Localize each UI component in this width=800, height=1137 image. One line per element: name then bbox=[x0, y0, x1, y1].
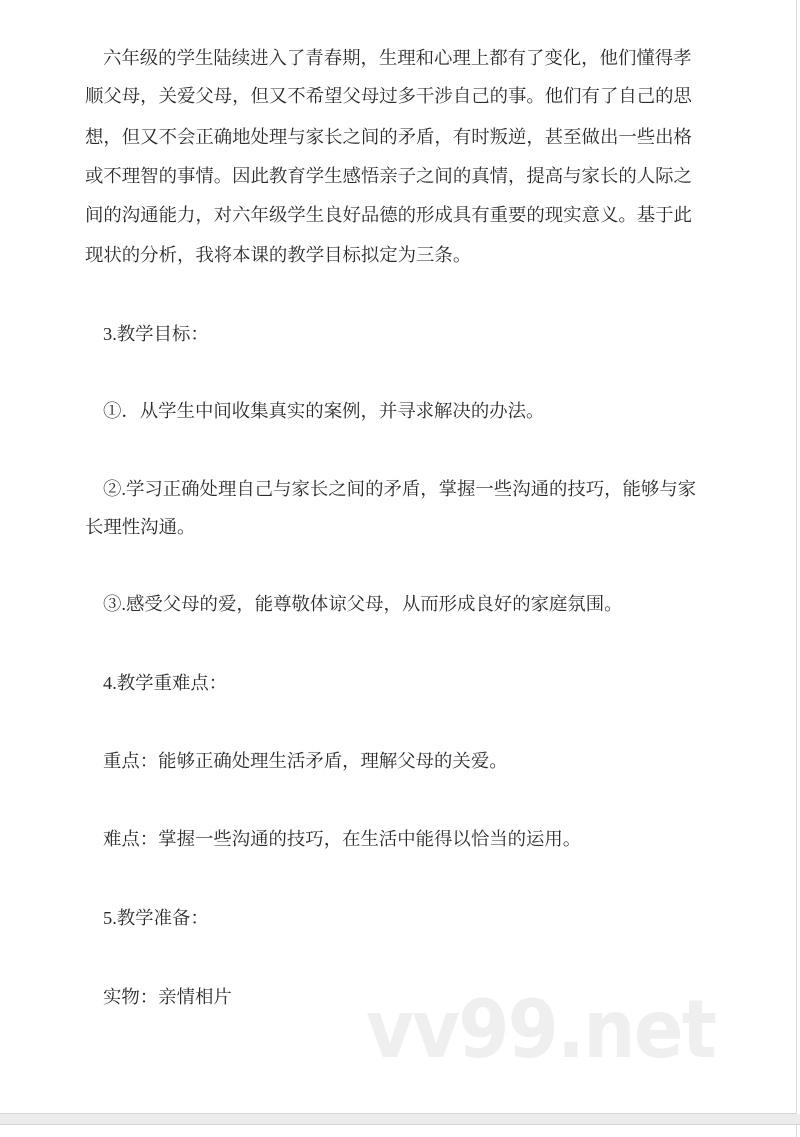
intro-line-5: 间的沟通能力，对六年级学生良好品德的形成具有重要的现实意义。基于此 bbox=[85, 205, 692, 225]
section-heading-teaching-preparation: 5.教学准备： bbox=[103, 908, 209, 928]
goal-item-1: ①．从学生中间收集真实的案例，并寻求解决的办法。 bbox=[103, 401, 545, 421]
page-break-gap bbox=[0, 1114, 800, 1125]
watermark: vv99.net bbox=[366, 983, 716, 1076]
goal-item-2-line-2: 长理性沟通。 bbox=[85, 517, 196, 537]
difficult-point: 难点：掌握一些沟通的技巧，在生活中能得以恰当的运用。 bbox=[103, 829, 582, 849]
intro-line-2: 顺父母，关爱父母，但又不希望父母过多干涉自己的事。他们有了自己的思 bbox=[85, 86, 692, 106]
intro-line-1: 六年级的学生陆续进入了青春期，生理和心理上都有了变化，他们懂得孝 bbox=[103, 48, 692, 68]
next-page-edge bbox=[0, 1125, 797, 1137]
intro-line-3: 想，但又不会正确地处理与家长之间的矛盾，有时叛逆，甚至做出一些出格 bbox=[85, 127, 692, 147]
section-heading-key-difficult-points: 4.教学重难点： bbox=[103, 673, 228, 693]
section-heading-teaching-goals: 3.教学目标： bbox=[103, 324, 209, 344]
intro-line-6: 现状的分析，我将本课的教学目标拟定为三条。 bbox=[85, 245, 472, 265]
key-point: 重点：能够正确处理生活矛盾，理解父母的关爱。 bbox=[103, 751, 508, 771]
goal-item-3: ③.感受父母的爱，能尊敬体谅父母，从而形成良好的家庭氛围。 bbox=[103, 594, 623, 614]
goal-item-2-line-1: ②.学习正确处理自己与家长之间的矛盾，掌握一些沟通的技巧，能够与家 bbox=[103, 479, 697, 499]
intro-line-4: 或不理智的事情。因此教育学生感悟亲子之间的真情，提高与家长的人际之 bbox=[85, 166, 692, 186]
preparation-materials: 实物：亲情相片 bbox=[103, 987, 232, 1007]
